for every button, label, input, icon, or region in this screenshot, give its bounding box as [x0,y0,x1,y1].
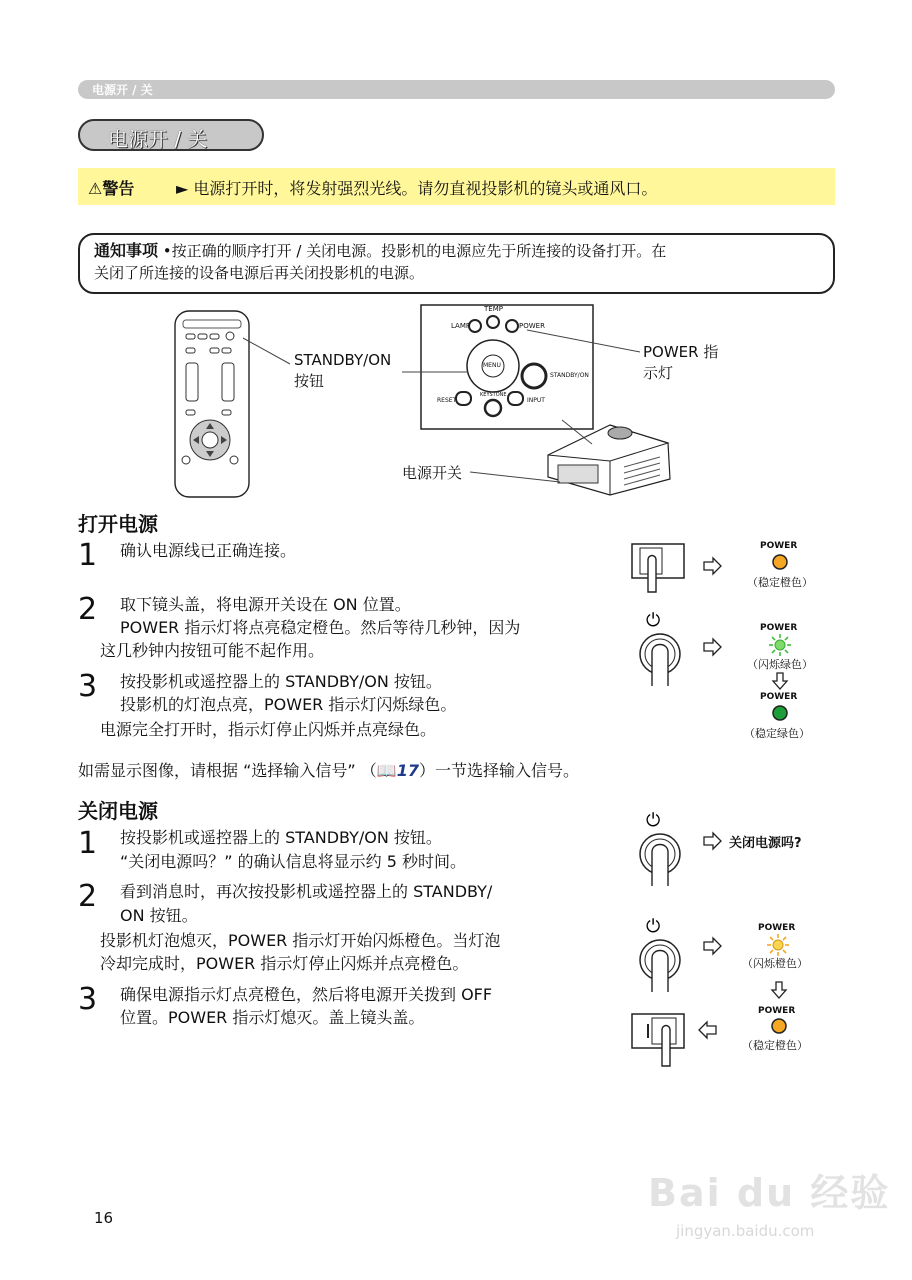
standby-button-press-icon [634,912,686,992]
power-led-green-icon [771,704,789,722]
watermark-url: jingyan.baidu.com [676,1222,815,1240]
panel-standby-label: STANDBY/ON [550,372,589,379]
warning-label: ⚠警告 [88,179,135,198]
rocker-switch-off-icon [628,1010,688,1068]
notice-label: 通知事项 [94,241,159,260]
power-led-callout-line1: POWER 指 [643,343,719,361]
power-off-step2-line1: 看到消息时，再次按投影机或遥控器上的 STANDBY/ [120,882,493,901]
power-off-step3-line2: 位置。POWER 指示灯熄灭。盖上镜头盖。 [120,1008,425,1027]
arrow-right-icon [703,637,723,657]
page-ref-link[interactable]: 17 [396,761,419,780]
watermark-logo: Bai du 经验 [648,1171,891,1215]
indicator-caption: （稳定橙色） [747,576,813,589]
power-led-orange-icon [770,1017,788,1035]
indicator-label: POWER [760,623,798,633]
power-on-step3-line3: 电源完全打开时，指示灯停止闪烁并点亮绿色。 [100,720,437,739]
standby-button-press-icon [634,806,686,886]
page-title-text: 电源开 / 关 [108,127,208,151]
rocker-switch-on-icon [628,540,688,596]
warning-text: ► 电源打开时，将发射强烈光线。请勿直视投影机的镜头或通风口。 [176,179,658,198]
power-led-green-blinking-icon [768,633,792,657]
arrow-right-icon [703,936,723,956]
panel-lamp-label: LAMP [451,322,471,330]
power-off-heading: 关闭电源 [78,799,158,823]
display-note-text-end: ）一节选择输入信号。 [418,761,579,780]
indicator-label: POWER [760,692,798,702]
svg-text:⏻: ⏻ [646,810,661,831]
power-off-step2-line4: 冷却完成时，POWER 指示灯停止闪烁并点亮橙色。 [100,954,469,973]
notice-text-line1: •按正确的顺序打开 / 关闭电源。投影机的电源应先于所连接的设备打开。在 [162,242,667,260]
page-number: 16 [94,1209,114,1227]
power-on-step3-line1: 按投影机或遥控器上的 STANDBY/ON 按钮。 [120,672,442,691]
power-on-step1-number: 1 [78,538,98,573]
arrow-left-icon [697,1020,717,1040]
indicator-label: POWER [760,541,798,551]
power-led-callout-line2: 示灯 [643,364,674,382]
svg-text:⏻: ⏻ [646,916,661,937]
power-off-step1-line1: 按投影机或遥控器上的 STANDBY/ON 按钮。 [120,828,442,847]
arrow-right-icon [703,831,723,851]
power-switch-callout: 电源开关 [402,464,463,482]
indicator-label: POWER [758,923,796,933]
indicator-caption: （闪烁橙色） [742,957,808,970]
panel-power-label: POWER [519,322,545,330]
indicator-caption: （闪烁绿色） [747,658,813,671]
power-on-step2-number: 2 [78,592,98,627]
power-led-orange-icon [771,553,789,571]
display-note-text: 如需显示图像，请根据 “选择输入信号” （ [78,761,377,780]
power-off-step3-line1: 确保电源指示灯点亮橙色，然后将电源开关拨到 OFF [120,985,493,1004]
panel-temp-label: TEMP [484,305,503,313]
standby-button-callout [294,350,391,392]
power-on-step3-number: 3 [78,669,98,704]
indicator-label: POWER [758,1006,796,1016]
power-on-step3-line2: 投影机的灯泡点亮，POWER 指示灯闪烁绿色。 [120,695,457,714]
power-on-step2-line1: 取下镜头盖，将电源开关设在 ON 位置。 [120,595,411,614]
standby-callout-line2: 按钮 [294,372,325,390]
power-off-step1-line2: “关闭电源吗？” 的确认信息将显示约 5 秒时间。 [120,852,467,871]
book-ref-icon: 📖 [376,761,397,780]
panel-reset-label: RESET [437,397,457,404]
panel-input-label: INPUT [527,397,545,404]
indicator-caption: （稳定橙色） [742,1039,808,1052]
power-off-confirm-message: 关闭电源吗? [729,836,802,851]
svg-text:⏻: ⏻ [646,610,661,631]
indicator-caption: （稳定绿色） [744,727,810,740]
power-off-step2-line3: 投影机灯泡熄灭，POWER 指示灯开始闪烁橙色。当灯泡 [100,931,501,950]
power-off-step3-number: 3 [78,982,98,1017]
standby-button-press-icon [634,606,686,686]
arrow-down-icon [770,981,788,999]
display-input-note [78,760,579,782]
arrow-right-icon [703,556,723,576]
section-tab-label: 电源开 / 关 [92,83,153,97]
power-off-step1-number: 1 [78,826,98,861]
power-off-step2-number: 2 [78,879,98,914]
standby-callout-line1: STANDBY/ON [294,351,392,369]
power-on-step1-text: 确认电源线已正确连接。 [120,541,297,560]
power-led-callout [643,342,718,384]
panel-menu-label: MENU [483,362,501,369]
power-on-step2-line3: 这几秒钟内按钮可能不起作用。 [100,641,325,660]
power-on-heading: 打开电源 [78,512,158,536]
notice-text-line2: 关闭了所连接的设备电源后再关闭投影机的电源。 [94,264,425,282]
power-led-orange-blinking-icon [766,933,790,957]
panel-keystone-label: KEYSTONE [480,392,507,398]
callout-lines [0,0,912,520]
power-on-step2-line2: POWER 指示灯将点亮稳定橙色。然后等待几秒钟，因为 [120,618,521,637]
arrow-down-icon [771,672,789,690]
power-off-step2-line2: ON 按钮。 [120,906,198,925]
